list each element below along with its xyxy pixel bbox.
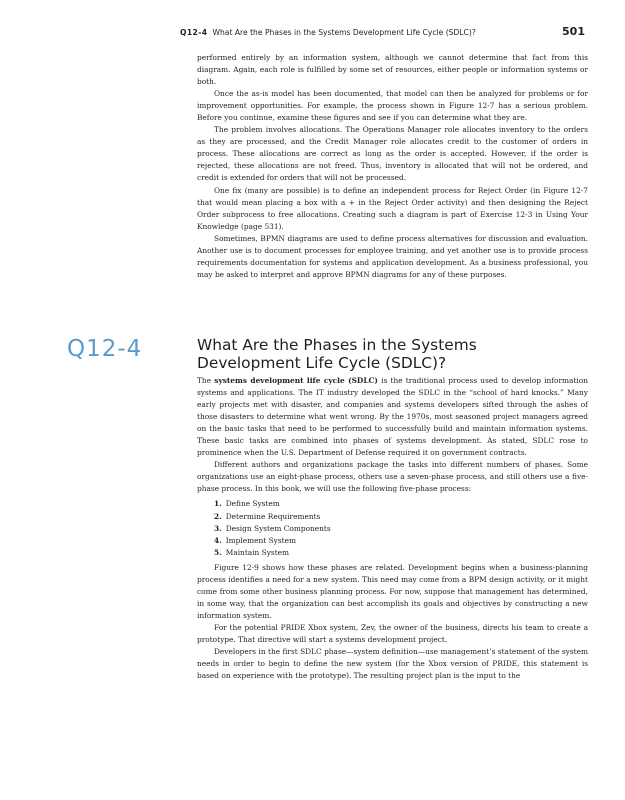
phase-item	[214, 498, 588, 510]
paragraph-phases-intro: Different authors and organizations package the tasks into different numbers of phases. Some organizations use an eight-phase process, others use a seven-phase process, and still others use a five-phase process. In this book, we will use the following five-phase process:	[197, 460, 588, 494]
key-term-sdlc: systems development life cycle (SDLC)	[214, 376, 378, 385]
paragraph-sdlc-definition	[197, 375, 588, 459]
sdlc-lead: The	[197, 376, 215, 385]
phase-item	[214, 535, 588, 547]
phase-number: 3.	[214, 523, 222, 533]
sdlc-rest: is the traditional process used to develop information systems and applications. The IT industry developed the SDLC in the “school of hard knocks.” Many early projects met with disaster, and companies and systems developers sifted through the ashes of those disasters to determine what went wrong. By the 1970s, most seasoned project managers agreed on the basic tasks that need to be performed to successfully build and maintain information systems. These basic tasks are combined into phases of systems development. As stated, SDLC rose to prominence when the U.S. Department of Defense required it on government contracts.	[197, 376, 588, 458]
paragraph-as-is-model: Once the as-is model has been documented, that model can then be analyzed for problems or for improvement opportunities. For example, the process shown in Figure 12-7 has a serious problem. Before you continue, examine these figures and see if you can determine what they are.	[197, 89, 588, 123]
paragraph-figure-12-9: Figure 12-9 shows how these phases are related. Development begins when a business-planning process identifies a need for a new system. This need may come from a BPM design activity, or it might come from some other business planning process. For now, suppose that management has determined, in some way, that the organization can best accomplish its goals and objectives by constructing a new information system.	[197, 562, 588, 620]
phase-number: 5.	[214, 547, 222, 557]
phase-item	[214, 523, 588, 535]
section-title-line-2: Development Life Cycle (SDLC)?	[197, 354, 447, 372]
phase-label: Design System Components	[225, 523, 331, 533]
section-title	[197, 336, 587, 372]
phase-label: Implement System	[225, 535, 296, 545]
running-head-section-number: Q12-4	[180, 28, 208, 37]
paragraph-system-definition: Developers in the first SDLC phase—system definition—use management’s statement of the system needs in order to begin to define the new system (for the Xbox version of PRIDE, this statement is based on experience with the prototype). The resulting project plan is the input to the	[197, 647, 588, 681]
paragraph-bpmn-uses: Sometimes, BPMN diagrams are used to define process alternatives for discussion and evaluation. Another use is to document processes for employee training, and yet another use is to provide process requirements documentation for systems and application development. As a business professional, you may be asked to interpret and approve BPMN diagrams for any of these purposes.	[197, 233, 588, 279]
phase-number: 1.	[214, 499, 222, 509]
running-head	[180, 25, 585, 38]
paragraph-continued: performed entirely by an information system, although we cannot determine that fact from this diagram. Again, each role is fulfilled by some set of resources, either people or information systems or both.	[197, 53, 588, 87]
running-head-title: What Are the Phases in the Systems Development Life Cycle (SDLC)?	[212, 28, 476, 37]
phase-number: 2.	[214, 511, 222, 521]
section-title-line-1: What Are the Phases in the Systems	[197, 336, 477, 354]
page-number: 501	[562, 25, 585, 38]
bottom-text-block	[197, 375, 588, 682]
phase-number: 4.	[214, 535, 222, 545]
top-text-block	[197, 52, 588, 281]
paragraph-allocations: The problem involves allocations. The Operations Manager role allocates inventory to the orders as they are processed, and the Credit Manager role allocates credit to the customer of orders in process. These allocations are correct as long as the order is accepted. However, if the order is rejected, these allocations are not freed. Thus, inventory is allocated that will not be ordered, and credit is extended for orders that will not be processed.	[197, 125, 588, 183]
paragraph-pride-xbox: For the potential PRIDE Xbox system, Zev, the owner of the business, directs his team to create a prototype. That directive will start a systems development project.	[197, 622, 588, 644]
phase-label: Determine Requirements	[225, 511, 321, 521]
phase-label: Define System	[225, 499, 280, 509]
phase-list	[197, 498, 588, 558]
phase-item	[214, 547, 588, 559]
section-number: Q12-4	[67, 336, 143, 362]
paragraph-reject-order-fix: One fix (many are possible) is to define an independent process for Reject Order (in Figure 12-7 that would mean placing a box with a + in the Reject Order activity) and then designing the Reject Order subprocess to free allocations. Creating such a diagram is part of Exercise 12-3 in Using Your Knowledge (page 531).	[197, 185, 588, 231]
phase-label: Maintain System	[225, 547, 290, 557]
phase-item	[214, 511, 588, 523]
